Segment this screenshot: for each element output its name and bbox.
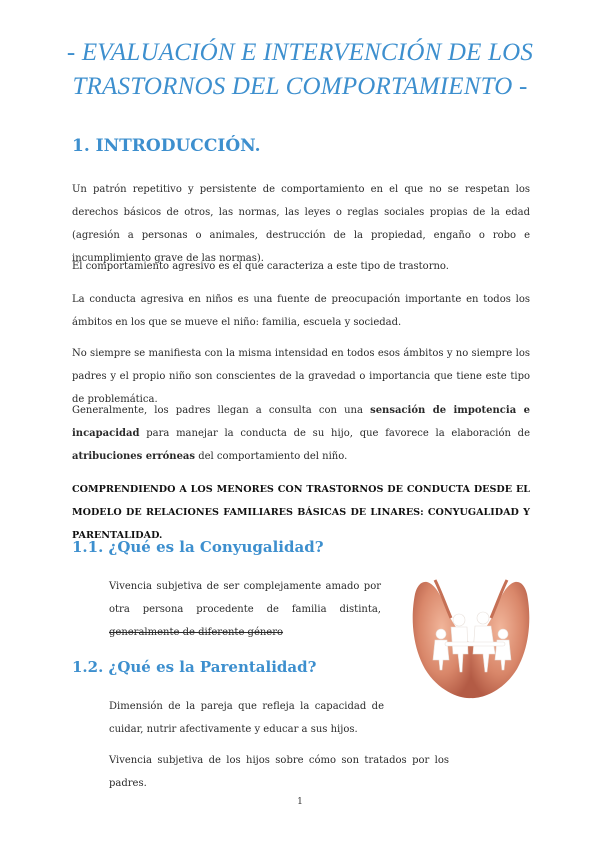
conyugalidad-definition <box>109 575 381 644</box>
page-number: 1 <box>297 797 303 807</box>
paragraph-intensity: No siempre se manifiesta con la misma intensidad en todos esos ámbitos y no siempre los padres y el propio niño son conscientes de la gravedad o importancia que tiene este tipo de problemática. <box>72 348 530 405</box>
section-heading-introduccion: 1. INTRODUCCIÓN. <box>72 136 261 156</box>
parents-text-c: para manejar la conducta de su hijo, que favorece la elaboración de <box>139 428 530 439</box>
conyugalidad-struck-text: generalmente de diferente género <box>109 627 284 638</box>
section-heading-conyugalidad: 1.1. ¿Qué es la Conyugalidad? <box>72 538 324 556</box>
parents-text-e: del comportamiento del niño. <box>195 451 348 462</box>
title-line-1: - EVALUACIÓN E INTERVENCIÓN DE LOS <box>66 39 534 66</box>
parents-text-a: Generalmente, los padres llegan a consulta con una <box>72 405 371 416</box>
model-heading-caps: COMPRENDIENDO A LOS MENORES CON TRASTORNOS DE CONDUCTA DESDE EL MODELO DE RELACIONES FAMILIARES BÁSICAS DE LINARES: CONYUGALIDAD Y PARENTALIDAD. <box>72 484 530 541</box>
parents-bold-impotencia: sensación de impotencia e incapacidad <box>72 405 530 439</box>
title-line-2: TRASTORNOS DEL COMPORTAMIENTO - <box>72 73 528 100</box>
paragraph-aggressive: El comportamiento agresivo es el que caracteriza a este tipo de trastorno. <box>72 261 449 272</box>
hands-family-image <box>405 574 537 702</box>
conyugalidad-text: Vivencia subjetiva de ser complejamente amado por otra persona procedente de familia distinta, <box>109 581 381 615</box>
paragraph-definition: Un patrón repetitivo y persistente de comportamiento en el que no se respetan los derechos básicos de otros, las normas, las leyes o reglas sociales propias de la edad (agresión a personas o animales, destrucción de la propiedad, engaño o robo e incumplimiento grave de las normas). <box>72 184 530 264</box>
parentalidad-definition: Dimensión de la pareja que refleja la capacidad de cuidar, nutrir afectivamente y educar a sus hijos. <box>109 701 384 735</box>
paragraph-parents <box>72 399 530 468</box>
section-heading-parentalidad: 1.2. ¿Qué es la Parentalidad? <box>72 658 317 676</box>
document-title <box>0 36 600 104</box>
parents-bold-atribuciones: atribuciones erróneas <box>72 451 196 462</box>
parentalidad-children: Vivencia subjetiva de los hijos sobre cómo son tratados por los padres. <box>109 755 449 789</box>
paragraph-concern: La conducta agresiva en niños es una fuente de preocupación importante en todos los ámbitos en los que se mueve el niño: familia, escuela y sociedad. <box>72 294 530 328</box>
